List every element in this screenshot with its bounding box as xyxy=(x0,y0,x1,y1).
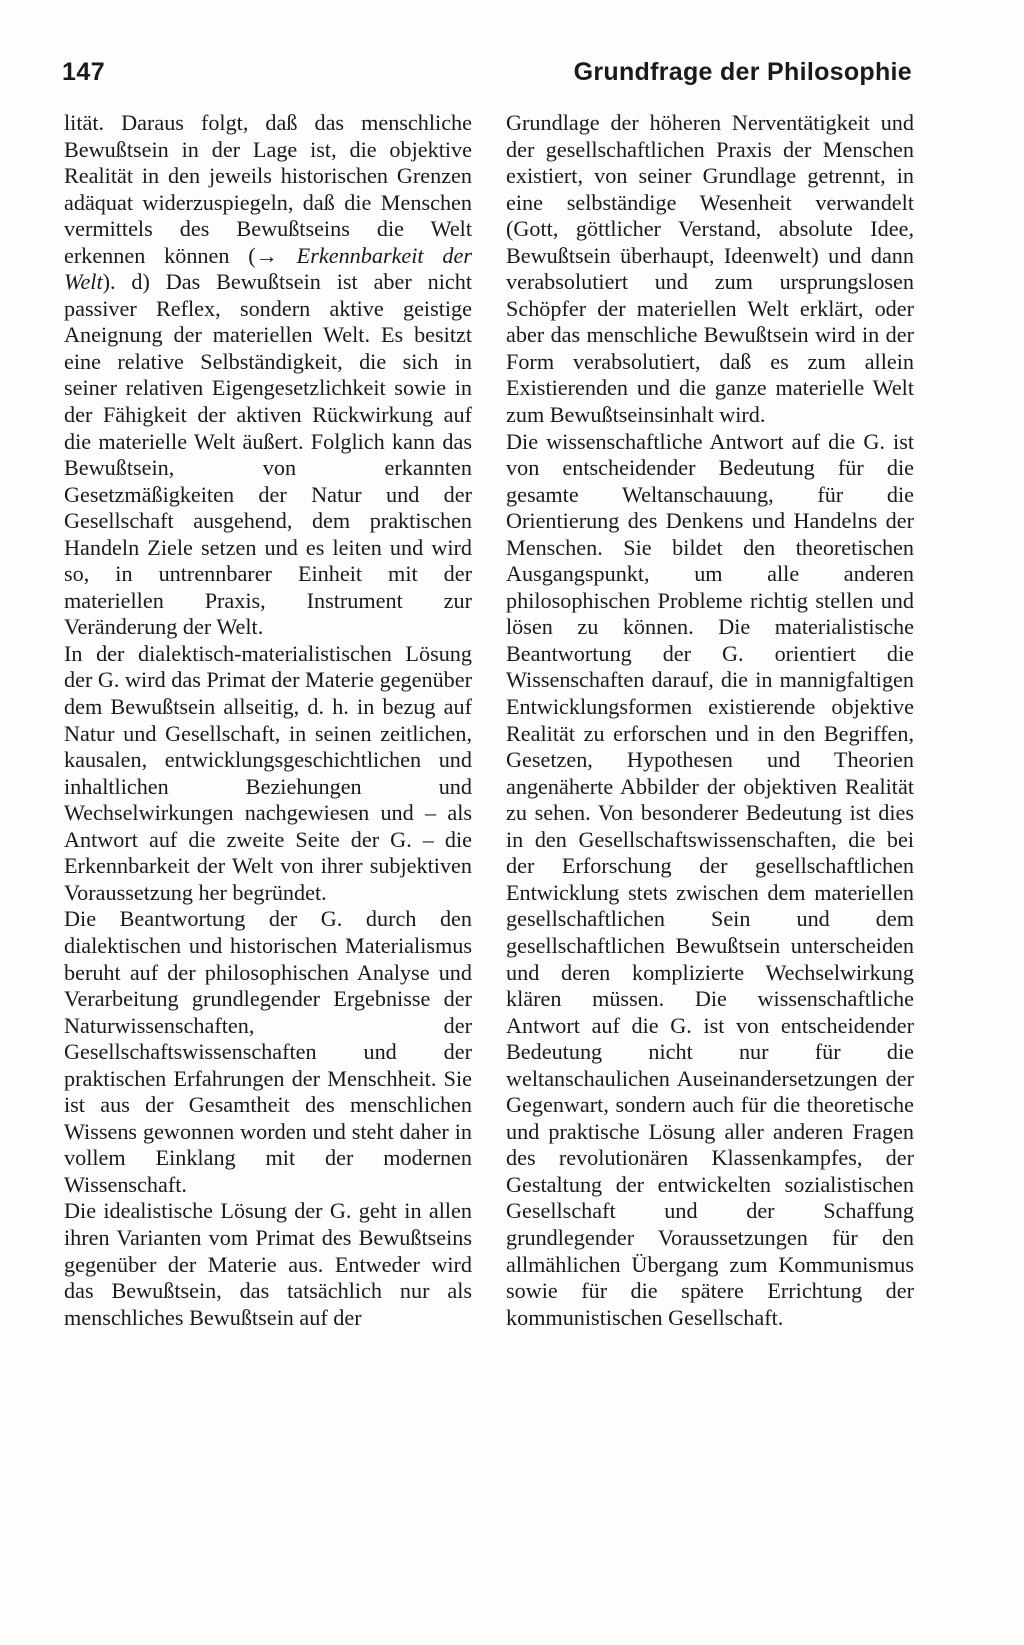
running-title: Grundfrage der Philosophie xyxy=(573,58,912,86)
left-column xyxy=(64,110,472,1331)
paragraph: Die wissenschaftliche Antwort auf die G. ist von entscheidender Bedeutung für die gesamte Weltanschauung, für die Orientierung des Denkens und Handelns der Menschen. Sie bildet den theoretischen Ausgangspunkt, um alle anderen philosophischen Probleme richtig stellen und lösen zu können. Die materialistische Beantwortung der G. orientiert die Wissenschaften darauf, die in mannigfaltigen Entwicklungsformen existierende objektive Realität zu erforschen und in den Begriffen, Gesetzen, Hypothesen und Theorien angenäherte Abbilder der objektiven Realität zu sehen. Von besonderer Bedeutung ist dies in den Gesellschaftswissenschaften, die bei der Erforschung der gesellschaftlichen Entwicklung stets zwischen dem materiellen gesellschaftlichen Sein und dem gesellschaftlichen Bewußtsein unterscheiden und deren komplizierte Wechselwirkung klären müssen. Die wissenschaftliche Antwort auf die G. ist von entscheidender Bedeutung nicht nur für die weltanschaulichen Auseinandersetzungen der Gegenwart, sondern auch für die theoretische und praktische Lösung aller anderen Fragen des revolutionären Klassenkampfes, der Gestaltung der entwickelten sozialistischen Gesellschaft und der Schaffung grundlegender Voraussetzungen für den allmählichen Übergang zum Kommunismus sowie für die spätere Errichtung der kommunistischen Gesellschaft. xyxy=(506,428,914,1330)
paragraph-text: ). d) Das Bewußtsein ist aber nicht passiver Reflex, sondern aktive geistige Aneignung der materiellen Welt. Es besitzt eine relative Selbständigkeit, die sich in seiner relativen Eigengesetzlichkeit sowie in der Fähigkeit der aktiven Rückwirkung auf die materielle Welt äußert. Folglich kann das Bewußtsein, von erkannten Gesetzmäßigkeiten der Natur und der Gesellschaft ausgehend, dem praktischen Handeln Ziele setzen und es leiten und wird so, in untrennbarer Einheit mit der materiellen Praxis, Instrument zur Veränderung der Welt. xyxy=(64,269,472,640)
paragraph: Die Beantwortung der G. durch den dialektischen und historischen Materialismus beruht auf der philosophischen Analyse und Verarbeitung grundlegender Ergebnisse der Naturwissenschaften, der Gesellschaftswissenschaften und der praktischen Erfahrungen der Menschheit. Sie ist aus der Gesamtheit des menschlichen Wissens gewonnen worden und steht daher in vollem Einklang mit der modernen Wissenschaft. xyxy=(64,906,472,1197)
page-number: 147 xyxy=(62,58,106,86)
paragraph-text: lität. Daraus folgt, daß das menschliche Bewußtsein in der Lage ist, die objektive Realität in den jeweils historischen Grenzen adäquat widerzuspiegeln, daß die Menschen vermittels des Bewußtseins die Welt erkennen können ( xyxy=(64,110,472,268)
paragraph: In der dialektisch-materialistischen Lösung der G. wird das Primat der Materie gegenüber dem Bewußtsein allseitig, d. h. in bezug auf Natur und Gesellschaft, in seinen zeitlichen, kausalen, entwicklungsgeschichtlichen und inhaltlichen Beziehungen und Wechselwirkungen nachgewiesen und – als Antwort auf die zweite Seite der G. – die Erkennbarkeit der Welt von ihrer subjektiven Voraussetzung her begründet. xyxy=(64,640,472,905)
page-header xyxy=(62,58,912,98)
cross-reference-arrow-icon: → xyxy=(255,242,278,268)
right-column xyxy=(506,110,914,1331)
paragraph: Grundlage der höheren Nerventätigkeit und der gesellschaftlichen Praxis der Menschen existiert, von seiner Grundlage getrennt, in eine selbständige Wesenheit verwandelt (Gott, göttlicher Verstand, absolute Idee, Bewußtsein überhaupt, Ideenwelt) und dann verabsolutiert und zum ursprungslosen Schöpfer der materiellen Welt erklärt, oder aber das menschliche Bewußtsein wird in der Form verabsolutiert, daß es zum allein Existierenden und die ganze materielle Welt zum Bewußtseinsinhalt wird. xyxy=(506,110,914,428)
cross-reference-term: Erkennbarkeit der Welt xyxy=(64,242,473,295)
paragraph: Die idealistische Lösung der G. geht in allen ihren Varianten vom Primat des Bewußtseins gegenüber der Materie aus. Entweder wird das Bewußtsein, das tatsächlich nur als menschliches Bewußtsein auf der xyxy=(64,1198,472,1330)
paragraph xyxy=(64,110,472,641)
